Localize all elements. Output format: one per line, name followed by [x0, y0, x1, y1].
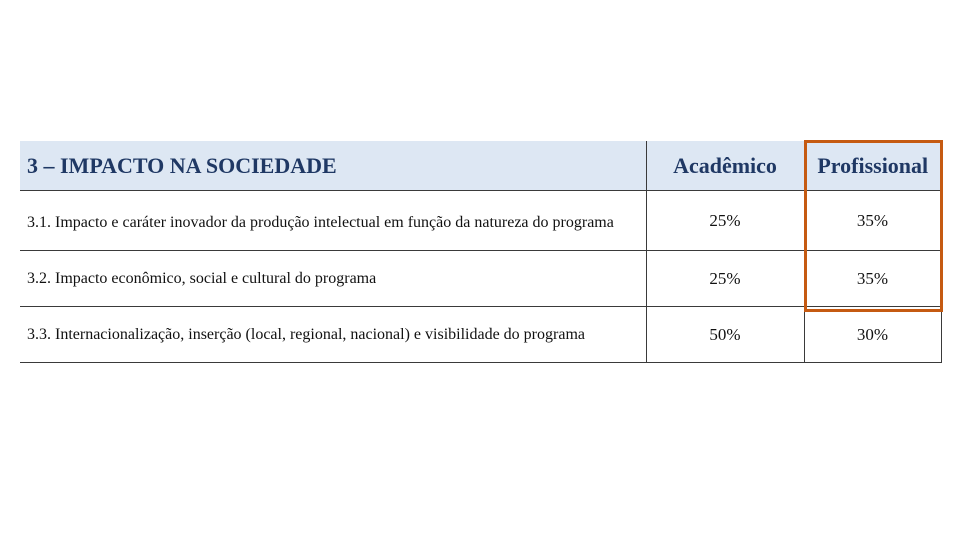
row-academic-value: 25%: [646, 251, 804, 307]
column-header-professional: Profissional: [804, 141, 941, 191]
table-row: [20, 191, 941, 251]
table-header-row: [20, 141, 941, 191]
evaluation-criteria-table: [20, 141, 942, 363]
row-description: 3.2. Impacto econômico, social e cultural do programa: [20, 251, 646, 307]
table-row: [20, 307, 941, 363]
row-professional-value: 35%: [804, 251, 941, 307]
table-row: [20, 251, 941, 307]
table-title: 3 – IMPACTO NA SOCIEDADE: [20, 141, 646, 191]
row-description: 3.1. Impacto e caráter inovador da produção intelectual em função da natureza do programa: [20, 191, 646, 251]
row-description: 3.3. Internacionalização, inserção (local, regional, nacional) e visibilidade do programa: [20, 307, 646, 363]
row-professional-value: 35%: [804, 191, 941, 251]
row-academic-value: 50%: [646, 307, 804, 363]
column-header-academic: Acadêmico: [646, 141, 804, 191]
row-academic-value: 25%: [646, 191, 804, 251]
row-professional-value: 30%: [804, 307, 941, 363]
